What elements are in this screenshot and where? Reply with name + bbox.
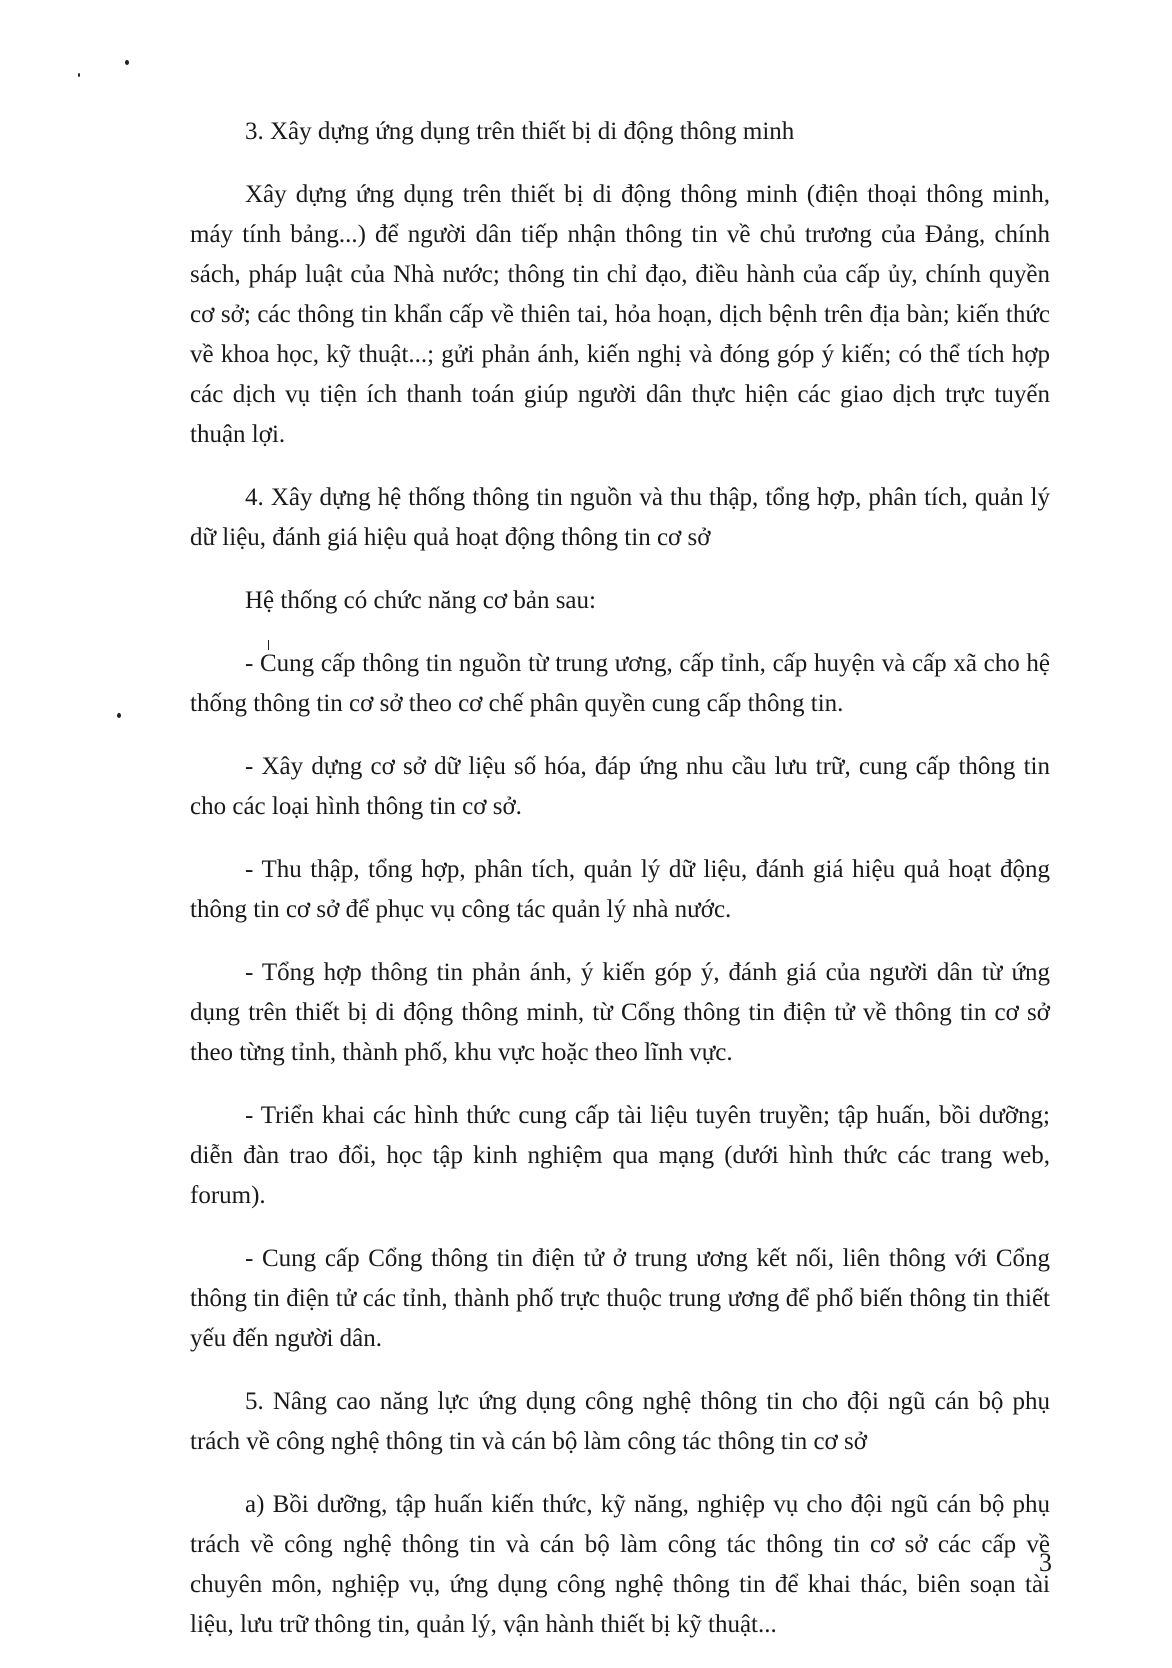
section-heading-5: 5. Nâng cao năng lực ứng dụng công nghệ thông tin cho đội ngũ cán bộ phụ trách về công nghệ thông tin và cán bộ làm công tác thông tin cơ sở: [190, 1388, 1050, 1455]
scan-speck: [117, 713, 121, 718]
scan-speck: [125, 60, 129, 65]
section-heading-3: 3. Xây dựng ứng dụng trên thiết bị di động thông minh: [245, 118, 795, 145]
scan-speck: [78, 73, 80, 77]
list-item-portal-connection: - Cung cấp Cổng thông tin điện tử ở trung ương kết nối, liên thông với Cổng thông tin điện tử các tỉnh, thành phố trực thuộc trung ương để phổ biến thông tin thiết yếu đến người dân.: [190, 1245, 1050, 1352]
scan-speck: [268, 640, 269, 650]
list-item-data-collection: - Thu thập, tổng hợp, phân tích, quản lý dữ liệu, đánh giá hiệu quả hoạt động thông tin cơ sở để phục vụ công tác quản lý nhà nước.: [190, 856, 1050, 923]
list-item-feedback-aggregation: - Tổng hợp thông tin phản ánh, ý kiến góp ý, đánh giá của người dân từ ứng dụng trên thiết bị di động thông minh, từ Cổng thông tin điện tử về thông tin cơ sở theo từng tỉnh, thành phố, khu vực hoặc theo lĩnh vực.: [190, 959, 1050, 1066]
paragraph-system-functions-intro: Hệ thống có chức năng cơ bản sau:: [245, 587, 596, 614]
list-item-training-materials: - Triển khai các hình thức cung cấp tài liệu tuyên truyền; tập huấn, bồi dưỡng; diễn đàn trao đổi, học tập kinh nghiệm qua mạng (dưới hình thức các trang web, forum).: [190, 1102, 1050, 1209]
document-body: [190, 112, 1050, 1668]
paragraph-training-a: a) Bồi dưỡng, tập huấn kiến thức, kỹ năng, nghiệp vụ cho đội ngũ cán bộ phụ trách về công nghệ thông tin và cán bộ làm công tác thông tin cơ sở các cấp về chuyên môn, nghiệp vụ, ứng dụng công nghệ thông tin để khai thác, biên soạn tài liệu, lưu trữ thông tin, quản lý, vận hành thiết bị kỹ thuật...: [190, 1491, 1050, 1638]
list-item-digital-database: - Xây dựng cơ sở dữ liệu số hóa, đáp ứng nhu cầu lưu trữ, cung cấp thông tin cho các loại hình thông tin cơ sở.: [190, 753, 1050, 820]
page-number: 3: [1039, 1548, 1052, 1577]
list-item-source-information: - Cung cấp thông tin nguồn từ trung ương, cấp tỉnh, cấp huyện và cấp xã cho hệ thống thông tin cơ sở theo cơ chế phân quyền cung cấp thông tin.: [190, 650, 1050, 717]
section-heading-4: 4. Xây dựng hệ thống thông tin nguồn và thu thập, tổng hợp, phân tích, quản lý dữ liệu, đánh giá hiệu quả hoạt động thông tin cơ sở: [190, 484, 1050, 551]
paragraph-mobile-app: Xây dựng ứng dụng trên thiết bị di động thông minh (điện thoại thông minh, máy tính bảng...) để người dân tiếp nhận thông tin về chủ trương của Đảng, chính sách, pháp luật của Nhà nước; thông tin chỉ đạo, điều hành của cấp ủy, chính quyền cơ sở; các thông tin khẩn cấp về thiên tai, hỏa hoạn, dịch bệnh trên địa bàn; kiến thức về khoa học, kỹ thuật...; gửi phản ánh, kiến nghị và đóng góp ý kiến; có thể tích hợp các dịch vụ tiện ích thanh toán giúp người dân thực hiện các giao dịch trực tuyến thuận lợi.: [190, 181, 1050, 448]
